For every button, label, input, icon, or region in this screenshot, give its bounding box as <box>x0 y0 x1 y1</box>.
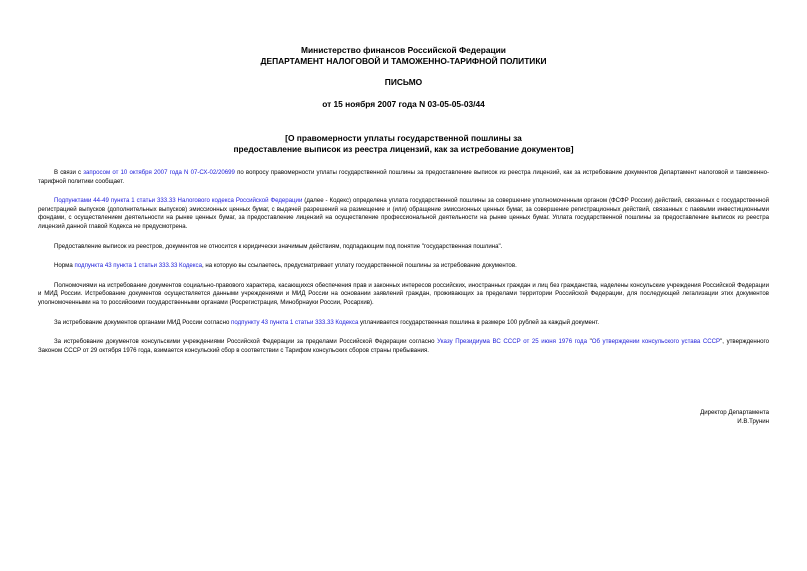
paragraph-1: В связи с запросом от 10 октября 2007 года N 07-СХ-02/20699 по вопросу правомерности уплаты государственной пошлины за предоставление выписок из реестра лицензий, как за истребование документов Департамент налоговой и таможенно-тарифной политики сообщает. <box>38 169 770 185</box>
document-body <box>38 169 769 366</box>
paragraph-2: Подпунктами 44-49 пункта 1 статьи 333.33 Налогового кодекса Российской Федерации (далее - Кодекс) определена уплата государственной пошлины за совершение уполномоченным органом (ФСФР России) действий, связанных с государственной регистрацией выпусков (дополнительных выпусков) эмиссионных ценных бумаг, с выдачей разрешений на размещение и (или) обращение эмиссионных ценных бумаг, за совершение регистрационных действий, связанных с паевыми инвестиционными фондами, с осуществлением деятельности на рынке ценных бумаг, за предоставление лицензий на осуществление профессиональной деятельности на рынке ценных бумаг. Уплата государственной пошлины за предоставление выписок из реестра лицензий данной главой Кодекса не предусмотрена. <box>38 197 769 230</box>
ministry-name: Министерство финансов Российской Федерации <box>301 45 506 55</box>
link-presidium-decree[interactable]: Указу Президиума ВС СССР от 25 июня 1976 года <box>437 338 587 346</box>
link-request[interactable]: запросом от 10 октября 2007 года N 07-СХ-02/20699 <box>83 169 235 176</box>
paragraph-5: Полномочиями на истребование документов социально-правового характера, касающихся обеспечения прав и законных интересов российских, иностранных граждан и лиц без гражданства, наделены консульские учреждения Российской Федерации и МИД России. Истребование документов осуществляется данными учреждениями и МИД России на основании заявлений граждан, проживающих за пределами территории Российской Федерации, для последующей легализации этих документов уполномоченными на то российскими государственными органами (Росрегистрация, Минобрнауки России, Росархив). <box>38 281 769 306</box>
paragraph-6: За истребование документов органами МИД России согласно подпункту 43 пункта 1 статьи 333.33 Кодекса уплачивается государственная пошлина в размере 100 рублей за каждый документ. <box>54 318 600 326</box>
title-line-2: предоставление выписок из реестра лицензий, как за истребование документов] <box>233 143 574 154</box>
link-subparagraph-43[interactable]: подпункта 43 пункта 1 статьи 333.33 Кодекса <box>74 262 202 270</box>
title-line-1: [О правомерности уплаты государственной пошлины за <box>285 133 522 143</box>
paragraph-3: Предоставление выписок из реестров, документов не относится к юридически значимым действиям, подпадающим под понятие "государственная пошлина". <box>54 242 503 250</box>
paragraph-7: За истребование документов консульскими учреждениями Российской Федерации за пределами Российской Федерации согласно Указу Президиума ВС СССР от 25 июня 1976 года "Об утверждении консульского устава СССР", утвержденного Законом СССР от 29 октября 1976 года, взимается консульский сбор в соответствии с Тарифом консульских сборов страны пребывания. <box>38 338 769 354</box>
link-consular-charter[interactable]: Об утверждении консульского устава СССР <box>591 338 721 346</box>
paragraph-4: Норма подпункта 43 пункта 1 статьи 333.33 Кодекса, на которую вы ссылаетесь, предусматривает уплату государственной пошлины за истребование документов. <box>54 262 517 270</box>
department-name: ДЕПАРТАМЕНТ НАЛОГОВОЙ И ТАМОЖЕННО-ТАРИФНОЙ ПОЛИТИКИ <box>260 55 547 66</box>
document-type: ПИСЬМО <box>384 77 423 87</box>
document-header <box>0 45 807 109</box>
document-title <box>0 133 807 154</box>
signatory-name: И.В.Трунин <box>737 418 769 425</box>
document-date-number: от 15 ноября 2007 года N 03-05-05-03/44 <box>322 98 485 109</box>
link-tax-code-subparagraphs[interactable]: Подпунктами 44-49 пункта 1 статьи 333.33 Налогового кодекса Российской Федерации <box>54 197 303 205</box>
link-subparagraph-43-fee[interactable]: подпункту 43 пункта 1 статьи 333.33 Кодекса <box>231 318 359 326</box>
signatory-position: Директор Департамента <box>700 409 769 416</box>
signature-block <box>700 408 769 426</box>
